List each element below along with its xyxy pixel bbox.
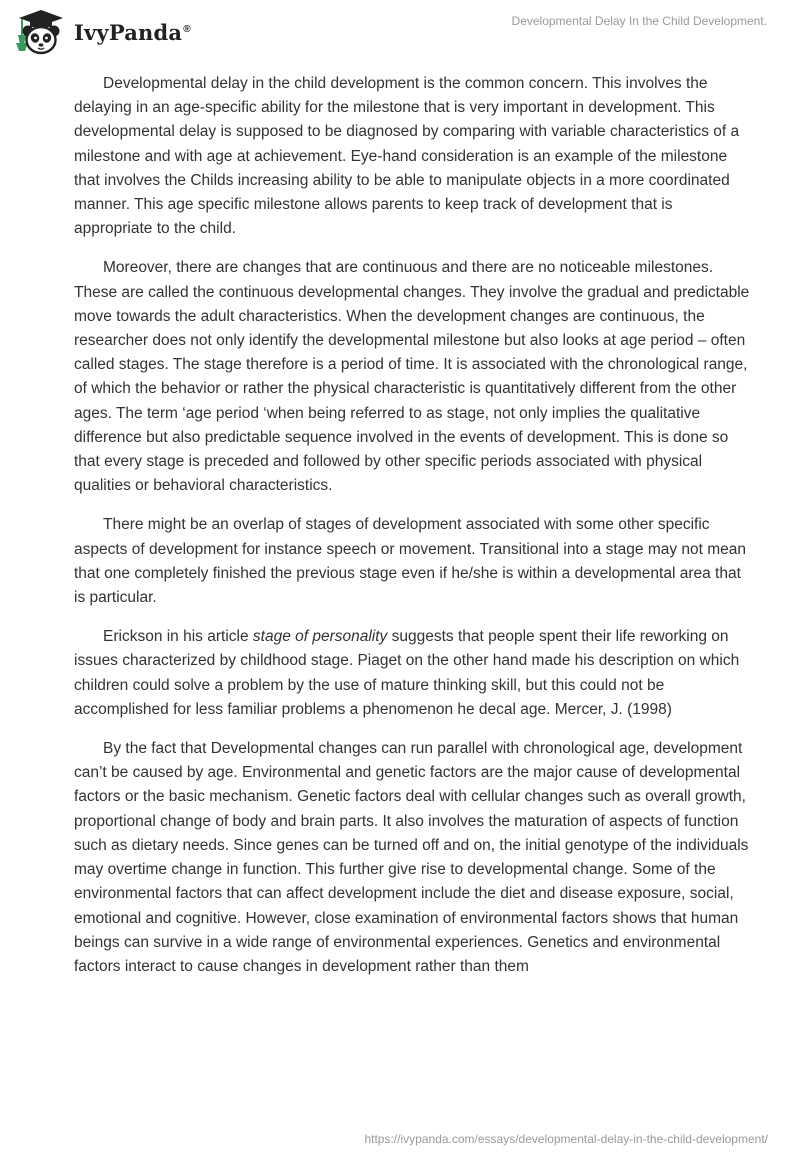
- brand-logo[interactable]: [14, 7, 191, 57]
- paragraph-5: By the fact that Developmental changes can run parallel with chronological age, development can’t be caused by age. Environmental and genetic factors are the major cause of developmental factors or the basic mechanism. Genetic factors deal with cellular changes such as overall growth, proportional change of body and brain parts. It also involves the maturation of aspects of function such as dietary needs. Since genes can be turned off and on, the initial genotype of the individuals may overtime change in function. This further give rise to developmental change. Some of the environmental factors that can affect development include the diet and disease exposure, social, emotional and cognitive. However, close examination of environmental factors shows that human beings can survive in a wide range of environmental experiences. Genetics and environmental factors interact to cause changes in development rather than them: [74, 740, 749, 975]
- paragraph-3: There might be an overlap of stages of development associated with some other specific aspects of development for instance speech or movement. Transitional into a stage may not mean that one completely finished the previous stage even if he/she is within a developmental area that is particular.: [74, 516, 747, 607]
- paragraph-4-rest: suggests that people spent their life reworking on issues characterized by childhood stage. Piaget on the other hand made his description on which children could solve a problem by the use of mature thinking skill, but this could not be accomplished for less familiar problems a phenomenon he decal age. Mercer, J. (1998): [74, 628, 740, 718]
- document-title: Developmental Delay In the Child Development.: [511, 14, 767, 28]
- brand-name: IvyPanda®: [74, 19, 191, 45]
- page-header: [0, 0, 800, 70]
- article-title: stage of personality: [252, 628, 388, 646]
- paragraph-2: Moreover, there are changes that are continuous and there are no noticeable milestones. These are called the continuous developmental changes. They involve the gradual and predictable move towards the adult characteristics. When the development changes are continuous, the researcher does not only identify the developmental milestone but also looks at age period – often called stages. The stage therefore is a period of time. It is associated with the chronological range, of which the behavior or rather the physical characteristic is quantitatively different from the other ages. The term ‘age period ‘when being referred to as stage, not only implies the qualitative difference but also predictable sequence involved in the events of development. This is done so that every stage is preceded and followed by other specific periods associated with physical qualities or behavioral characteristics.: [74, 259, 750, 495]
- paragraph-4-lead: Erickson in his article: [103, 628, 253, 646]
- paragraph-4: [74, 625, 754, 722]
- registered-mark: ®: [183, 23, 191, 35]
- paragraph-1: Developmental delay in the child development is the common concern. This involves the delaying in an age-specific ability for the milestone that is very important in development. This developmental delay is supposed to be diagnosed by comparing with variable characteristics of a milestone and with age at achievement. Eye-hand consideration is an example of the milestone that involves the Childs increasing ability to be able to manipulate objects in a more coordinated manner. This age specific milestone allows parents to keep track of development that is appropriate to the child.: [74, 75, 740, 238]
- essay-body: [74, 72, 754, 979]
- panda-graduation-cap-icon: [14, 7, 68, 57]
- source-url[interactable]: https://ivypanda.com/essays/developmental-delay-in-the-child-development/: [364, 1132, 768, 1146]
